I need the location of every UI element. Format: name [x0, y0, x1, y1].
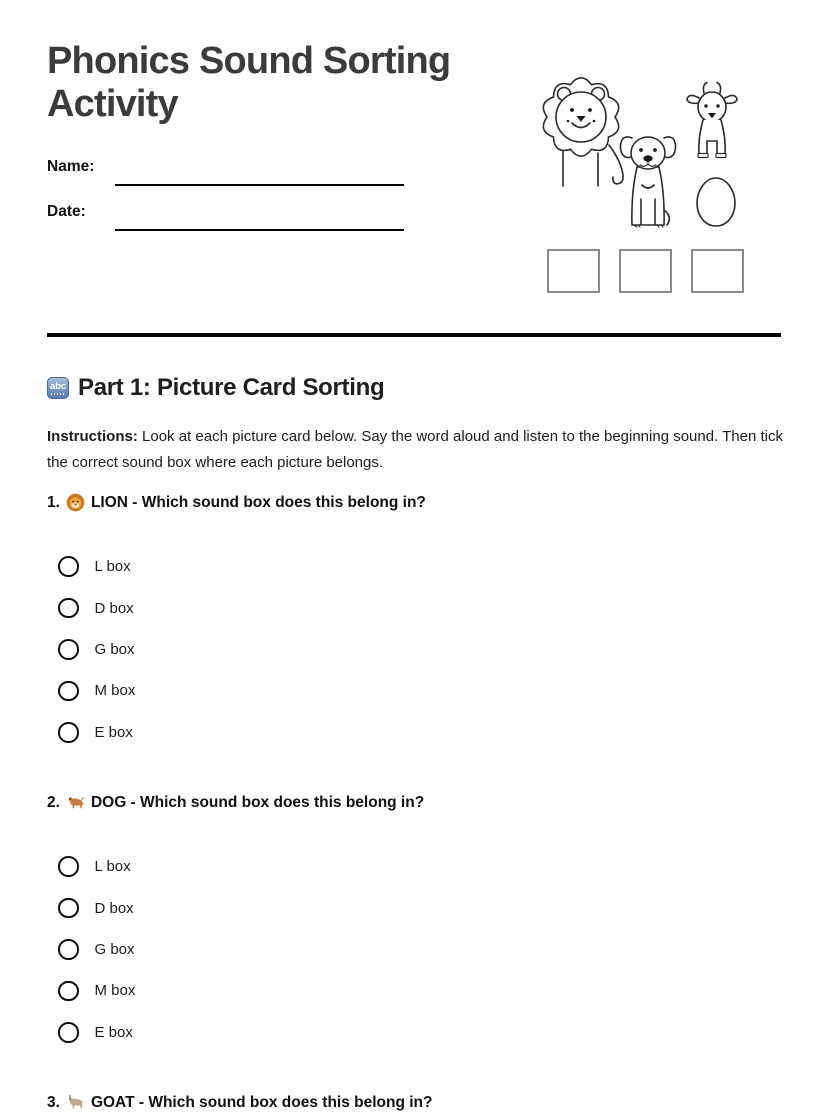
radio-option[interactable] — [47, 1012, 789, 1053]
radio-circle[interactable] — [58, 1022, 79, 1043]
radio-circle[interactable] — [58, 598, 79, 619]
question-3-number: 3. — [47, 1094, 60, 1111]
radio-option[interactable] — [47, 712, 789, 753]
radio-option-label: E box — [94, 1023, 133, 1041]
radio-circle[interactable] — [58, 981, 79, 1002]
instructions-label: Instructions: — [47, 428, 138, 445]
radio-option-label: L box — [94, 558, 131, 576]
radio-option-label: L box — [94, 858, 131, 876]
radio-option[interactable] — [47, 846, 789, 887]
radio-option-label: M box — [94, 982, 136, 1000]
name-blank-line — [115, 184, 404, 186]
part1-heading-row — [47, 374, 384, 402]
date-blank-line — [115, 229, 404, 231]
radio-circle[interactable] — [58, 681, 79, 702]
goat-drawing — [687, 83, 737, 158]
question-2 — [47, 792, 789, 1053]
dog-emoji — [66, 793, 85, 812]
radio-circle[interactable] — [58, 639, 79, 660]
question-1-number: 1. — [47, 494, 60, 511]
question-3-text: GOAT - Which sound box does this belong in? — [90, 1094, 433, 1111]
sound-box-1 — [547, 249, 600, 293]
question-2-text: DOG - Which sound box does this belong in? — [90, 794, 425, 811]
name-field-row — [47, 158, 427, 192]
instructions-text: Look at each picture card below. Say the word aloud and listen to the beginning sound. Then tick the correct sound box where each picture belongs. — [47, 428, 783, 471]
part1-heading: Part 1: Picture Card Sorting — [78, 374, 385, 401]
question-3 — [47, 1092, 789, 1113]
question-1 — [47, 492, 789, 753]
radio-option[interactable] — [47, 929, 789, 970]
section-divider — [47, 333, 781, 337]
radio-option[interactable] — [47, 546, 789, 587]
header-graphic — [535, 65, 750, 293]
radio-option-label: D box — [94, 899, 134, 917]
question-1-heading — [47, 492, 789, 513]
instructions-paragraph — [47, 424, 789, 475]
radio-option[interactable] — [47, 670, 789, 711]
lion-drawing — [543, 78, 623, 186]
question-2-number: 2. — [47, 794, 60, 811]
lion-face-emoji — [66, 493, 85, 512]
egg-drawing — [697, 178, 735, 226]
question-1-options — [47, 546, 789, 753]
name-label: Name: — [47, 158, 95, 175]
page-title: Phonics Sound Sorting Activity — [47, 40, 451, 125]
radio-option-label: G box — [94, 940, 135, 958]
abc-icon-label: abc — [49, 380, 67, 392]
question-3-heading — [47, 1092, 789, 1113]
radio-circle[interactable] — [58, 856, 79, 877]
radio-option-label: M box — [94, 682, 136, 700]
question-2-heading — [47, 792, 789, 813]
sound-box-2 — [619, 249, 672, 293]
radio-circle[interactable] — [58, 939, 79, 960]
sound-box-row — [535, 249, 750, 293]
radio-circle[interactable] — [58, 722, 79, 743]
date-label: Date: — [47, 203, 86, 220]
radio-option[interactable] — [47, 970, 789, 1011]
abc-letters-icon — [47, 377, 69, 399]
radio-option[interactable] — [47, 587, 789, 628]
sound-box-3 — [691, 249, 744, 293]
abc-icon-dots — [51, 393, 65, 395]
radio-option-label: E box — [94, 723, 133, 741]
date-field-row — [47, 203, 427, 237]
radio-option[interactable] — [47, 887, 789, 928]
question-2-options — [47, 846, 789, 1053]
radio-option[interactable] — [47, 629, 789, 670]
question-1-text: LION - Which sound box does this belong in? — [90, 494, 426, 511]
radio-circle[interactable] — [58, 556, 79, 577]
goat-emoji — [66, 1093, 85, 1112]
animal-line-art — [535, 65, 750, 235]
radio-option-label: D box — [94, 599, 134, 617]
dog-drawing — [620, 137, 675, 227]
radio-option-label: G box — [94, 640, 135, 658]
radio-circle[interactable] — [58, 898, 79, 919]
